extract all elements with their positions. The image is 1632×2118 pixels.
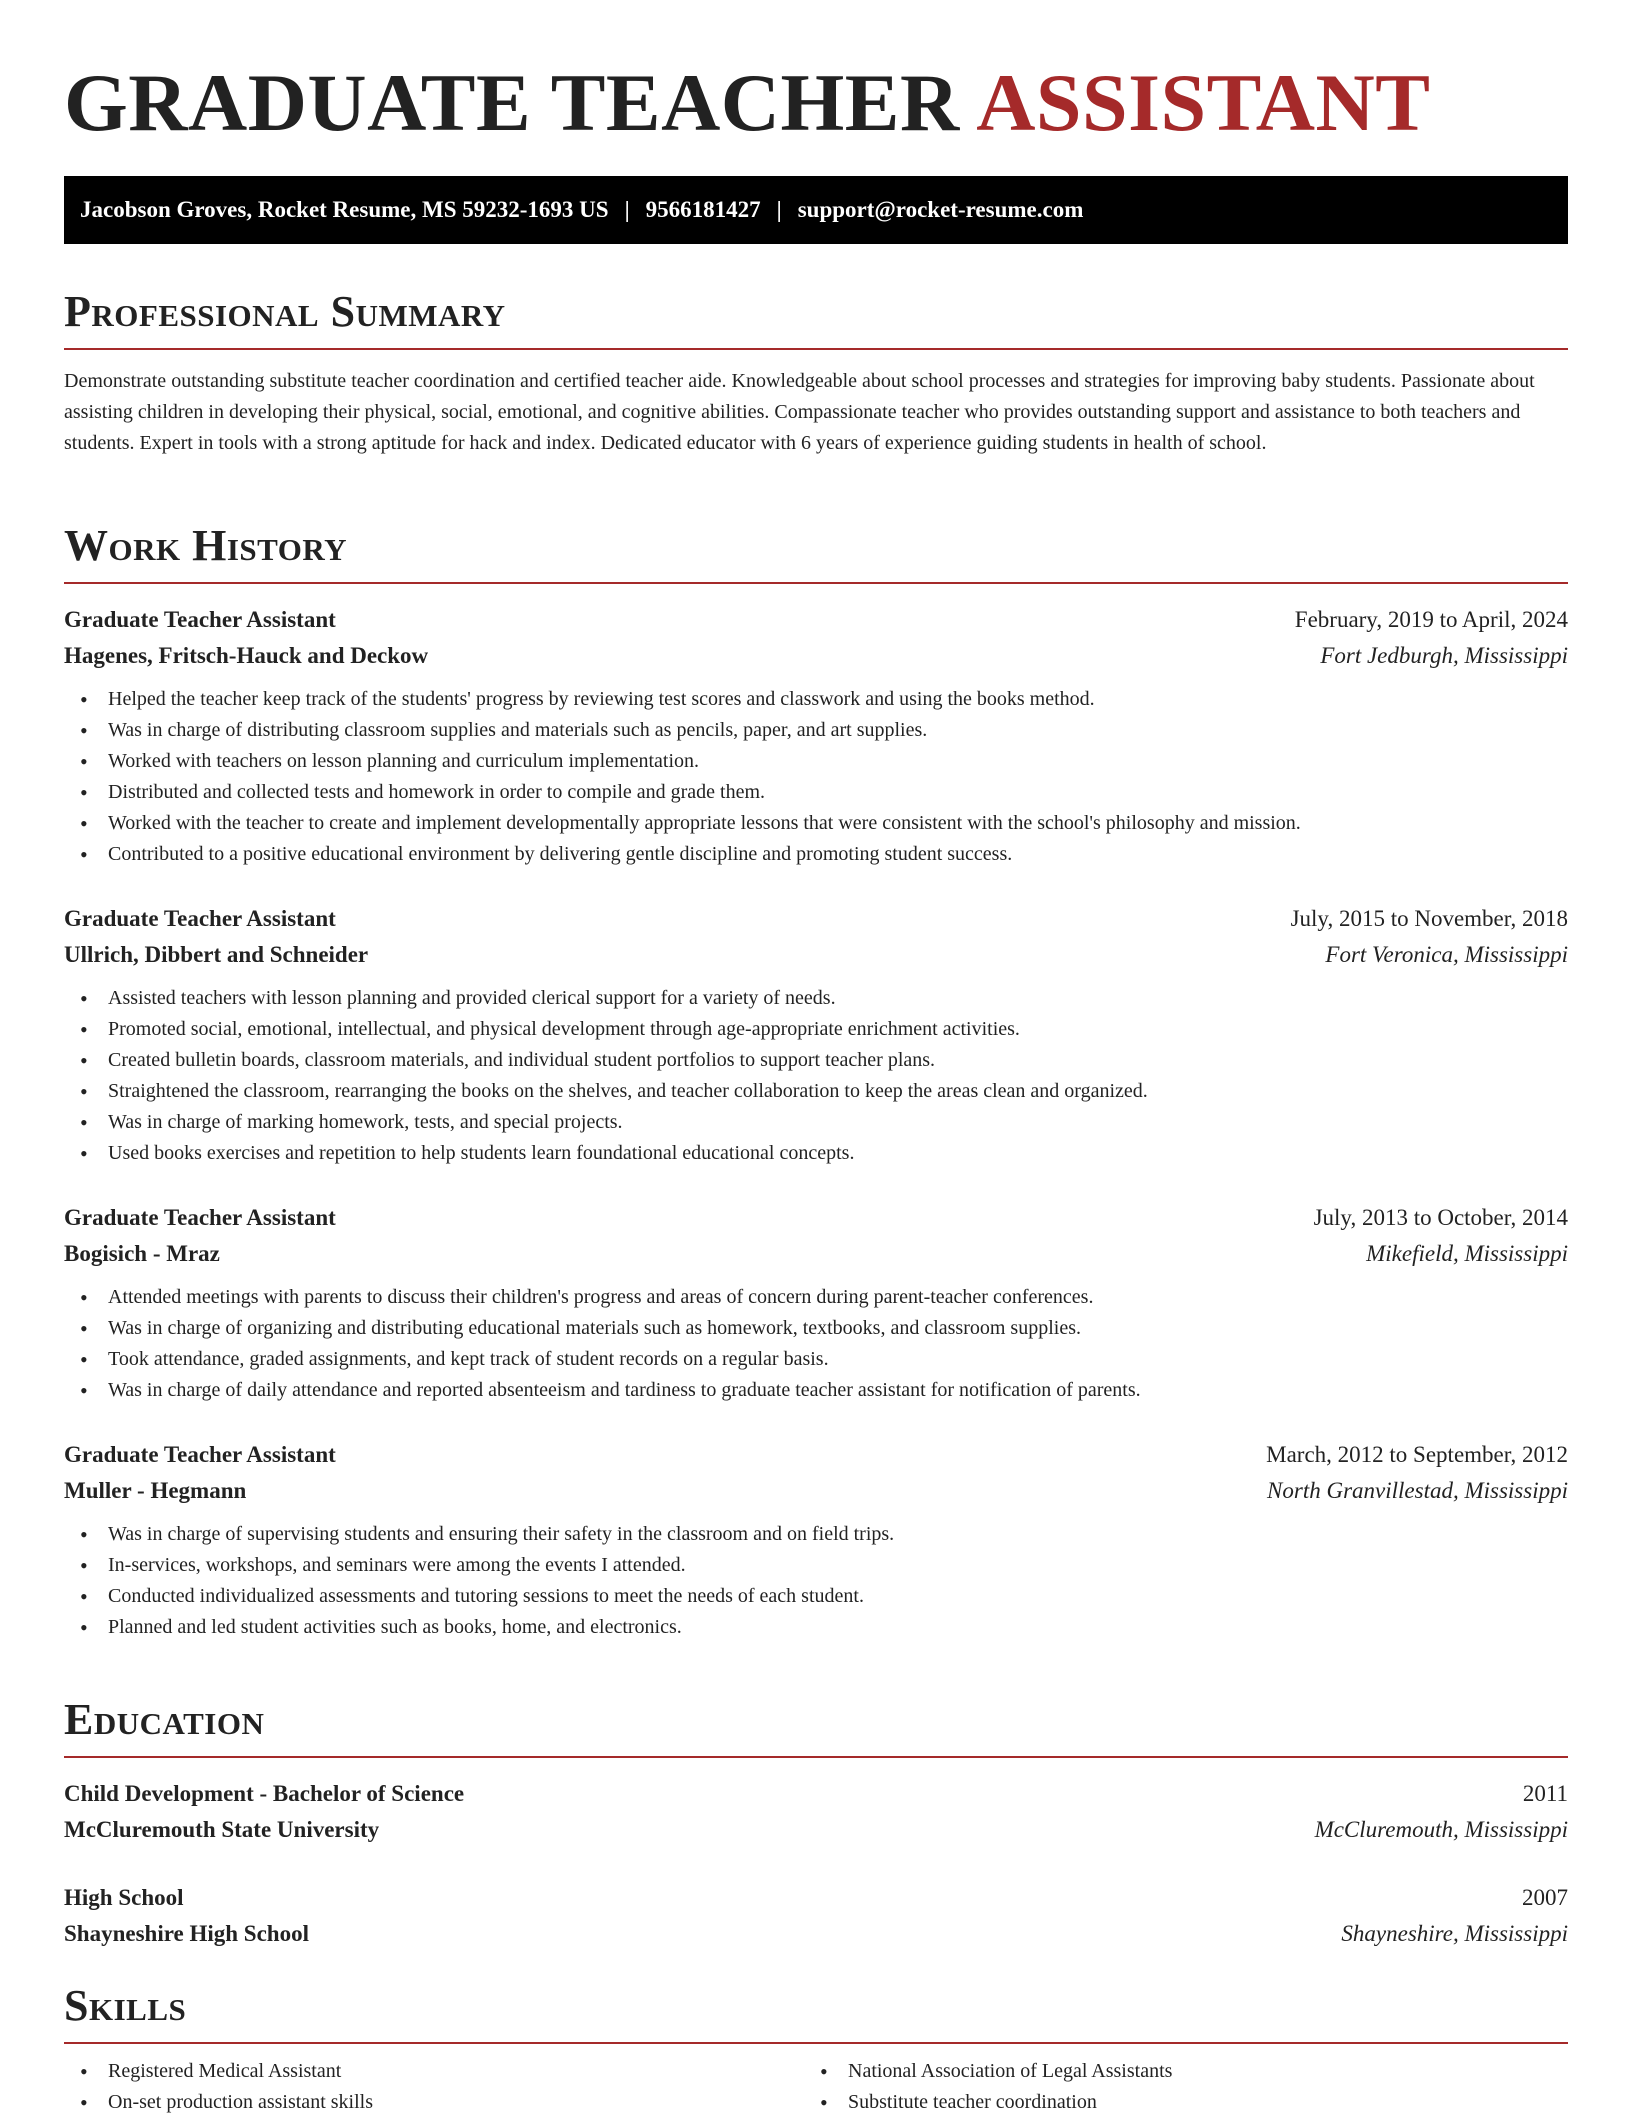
- skills-list-right: [804, 2056, 1568, 2118]
- education-location: McCluremouth, Mississippi: [1314, 1817, 1568, 1842]
- contact-phone: 9566181427: [645, 197, 761, 222]
- list-item: • Conducted individualized assessments and tutoring sessions to meet the needs of each student.: [64, 1581, 1568, 1612]
- job-dates: March, 2012 to September, 2012: [1266, 1442, 1568, 1467]
- section-heading: Work History: [64, 521, 348, 570]
- list-item: • Assisted teachers with lesson planning and provided clerical support for a variety of needs.: [64, 983, 1568, 1014]
- list-item: • Substitute teacher coordination: [804, 2087, 1568, 2118]
- education-location: Shayneshire, Mississippi: [1341, 1921, 1568, 1946]
- list-item: • Distributed and collected tests and homework in order to compile and grade them.: [64, 777, 1568, 808]
- job-title: Graduate Teacher Assistant: [64, 607, 336, 632]
- contact-bar: [64, 176, 1568, 244]
- education-year: 2011: [1522, 1781, 1568, 1806]
- section-divider: [64, 582, 1568, 584]
- job-dates: February, 2019 to April, 2024: [1294, 607, 1568, 632]
- title-main: GRADUATE TEACHER: [64, 57, 960, 148]
- list-item: • Was in charge of marking homework, tests, and special projects.: [64, 1107, 1568, 1138]
- list-item: • Took attendance, graded assignments, and kept track of student records on a regular basis.: [64, 1344, 1568, 1375]
- summary-text: Demonstrate outstanding substitute teacher coordination and certified teacher aide. Knowledgeable about school processes and strategies for improving baby students. Passionate about assisting children in developing their physical, social, emotional, and cognitive abilities. Compassionate teacher who provides outstanding support and assistance to both teachers and students. Expert in tools with a strong aptitude for hack and index. Dedicated educator with 6 years of experience guiding students in health of school.: [64, 370, 1535, 454]
- job-location: Mikefield, Mississippi: [1366, 1241, 1568, 1266]
- section-divider: [64, 1756, 1568, 1758]
- contact-address: Jacobson Groves, Rocket Resume, MS 59232-1693 US: [80, 197, 609, 222]
- list-item: • National Association of Legal Assistants: [804, 2056, 1568, 2087]
- job-location: Fort Veronica, Mississippi: [1325, 942, 1568, 967]
- list-item: • Used books exercises and repetition to help students learn foundational educational concepts.: [64, 1138, 1568, 1169]
- list-item: • Was in charge of distributing classroom supplies and materials such as pencils, paper, and art supplies.: [64, 715, 1568, 746]
- list-item: • Worked with teachers on lesson planning and curriculum implementation.: [64, 746, 1568, 777]
- list-item: • Was in charge of daily attendance and reported absenteeism and tardiness to graduate teacher assistant for notification of parents.: [64, 1375, 1568, 1406]
- job-title: Graduate Teacher Assistant: [64, 906, 336, 931]
- job-location: Fort Jedburgh, Mississippi: [1320, 643, 1568, 668]
- section-divider: [64, 2042, 1568, 2044]
- title-accent: ASSISTANT: [976, 57, 1431, 148]
- skills-list-left: [64, 2056, 804, 2118]
- work-history-section: [64, 518, 1568, 1643]
- job-location: North Granvillestad, Mississippi: [1267, 1478, 1568, 1503]
- skills-section: [64, 1978, 1568, 2118]
- list-item: • Was in charge of supervising students and ensuring their safety in the classroom and on field trips.: [64, 1519, 1568, 1550]
- job-entry: [64, 1437, 1568, 1643]
- skills-grid: [64, 2056, 1568, 2118]
- education-school: McCluremouth State University: [64, 1817, 380, 1842]
- job-entry: [64, 1200, 1568, 1406]
- job-company: Hagenes, Fritsch-Hauck and Deckow: [64, 643, 429, 668]
- section-heading: Skills: [64, 1981, 187, 2030]
- job-bullets: [64, 1282, 1568, 1406]
- education-degree: High School: [64, 1885, 184, 1910]
- list-item: • Helped the teacher keep track of the students' progress by reviewing test scores and classwork and using the books method.: [64, 684, 1568, 715]
- resume-title: [64, 58, 1430, 148]
- job-company: Muller - Hegmann: [64, 1478, 247, 1503]
- education-degree: Child Development - Bachelor of Science: [64, 1781, 465, 1806]
- education-entry: [64, 1880, 1568, 1952]
- education-entry: [64, 1776, 1568, 1848]
- section-heading: Education: [64, 1695, 265, 1744]
- contact-separator: |: [776, 197, 782, 222]
- list-item: • Attended meetings with parents to discuss their children's progress and areas of concern during parent-teacher conferences.: [64, 1282, 1568, 1313]
- education-school: Shayneshire High School: [64, 1921, 309, 1946]
- list-item: • Created bulletin boards, classroom materials, and individual student portfolios to support teacher plans.: [64, 1045, 1568, 1076]
- list-item: • Was in charge of organizing and distributing educational materials such as homework, textbooks, and classroom supplies.: [64, 1313, 1568, 1344]
- contact-separator: |: [624, 197, 630, 222]
- job-bullets: [64, 983, 1568, 1169]
- list-item: • Contributed to a positive educational environment by delivering gentle discipline and promoting student success.: [64, 839, 1568, 870]
- job-bullets: [64, 684, 1568, 870]
- list-item: • Planned and led student activities such as books, home, and electronics.: [64, 1612, 1568, 1643]
- section-heading: Professional Summary: [64, 287, 506, 336]
- job-company: Ullrich, Dibbert and Schneider: [64, 942, 369, 967]
- job-company: Bogisich - Mraz: [64, 1241, 220, 1266]
- list-item: • Promoted social, emotional, intellectual, and physical development through age-appropriate enrichment activities.: [64, 1014, 1568, 1045]
- list-item: • In-services, workshops, and seminars were among the events I attended.: [64, 1550, 1568, 1581]
- education-section: [64, 1692, 1568, 1952]
- job-title: Graduate Teacher Assistant: [64, 1205, 336, 1230]
- list-item: • Registered Medical Assistant: [64, 2056, 804, 2087]
- job-bullets: [64, 1519, 1568, 1643]
- job-entry: [64, 602, 1568, 870]
- job-dates: July, 2013 to October, 2014: [1313, 1205, 1568, 1230]
- education-year: 2007: [1522, 1885, 1568, 1910]
- list-item: • On-set production assistant skills: [64, 2087, 804, 2118]
- job-title: Graduate Teacher Assistant: [64, 1442, 336, 1467]
- list-item: • Straightened the classroom, rearranging the books on the shelves, and teacher collaboration to keep the areas clean and organized.: [64, 1076, 1568, 1107]
- job-dates: July, 2015 to November, 2018: [1290, 906, 1568, 931]
- section-divider: [64, 348, 1568, 350]
- contact-email: support@rocket-resume.com: [797, 197, 1084, 222]
- job-entry: [64, 901, 1568, 1169]
- summary-section: [64, 284, 1568, 459]
- list-item: • Worked with the teacher to create and implement developmentally appropriate lessons that were consistent with the school's philosophy and mission.: [64, 808, 1568, 839]
